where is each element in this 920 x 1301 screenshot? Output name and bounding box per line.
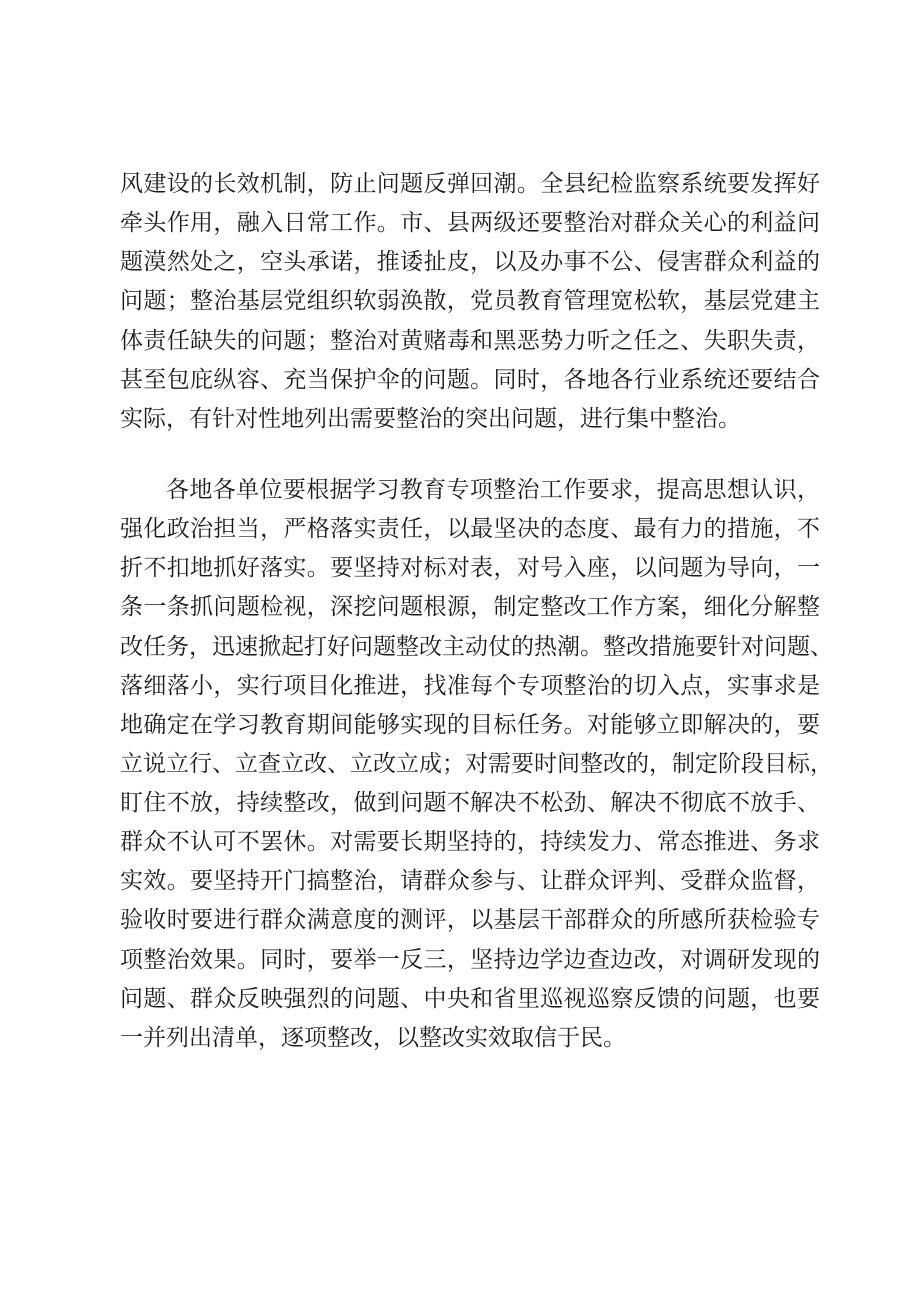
- text-line: 群众不认可不罢休。对需要长期坚持的，持续发力、常态推进、务求: [120, 829, 820, 855]
- text-line: 问题、群众反映强烈的问题、中央和省里巡视巡察反馈的问题，也要: [120, 986, 820, 1012]
- text-line: 体责任缺失的问题；整治对黄赌毒和黑恶势力听之任之、失职失责，: [120, 328, 820, 354]
- text-line: 项整治效果。同时，要举一反三，坚持边学边查边改，对调研发现的: [120, 947, 820, 973]
- text-line: 验收时要进行群众满意度的测评，以基层干部群众的所感所获检验专: [120, 907, 820, 933]
- text-line: 地确定在学习教育期间能够实现的目标任务。对能够立即解决的，要: [120, 712, 820, 738]
- text-line: 问题；整治基层党组织软弱涣散，党员教育管理宽松软，基层党建主: [120, 288, 820, 314]
- text-line: 改任务，迅速掀起打好问题整改主动仗的热潮。整改措施要针对问题、: [120, 634, 833, 660]
- text-line: 折不扣地抓好落实。要坚持对标对表，对号入座，以问题为导向，一: [120, 555, 820, 581]
- text-line: 实际，有针对性地列出需要整治的突出问题，进行集中整治。: [120, 406, 741, 432]
- text-line: 落细落小，实行项目化推进，找准每个专项整治的切入点，实事求是: [120, 673, 820, 699]
- text-line: 题漠然处之，空头承诺，推诿扯皮，以及办事不公、侵害群众利益的: [120, 249, 820, 275]
- text-line: 牵头作用，融入日常工作。市、县两级还要整治对群众关心的利益问: [120, 210, 820, 236]
- paragraph-first-line: 各地各单位要根据学习教育专项整治工作要求，提高思想认识，: [166, 477, 820, 503]
- text-line: 实效。要坚持开门搞整治，请群众参与、让群众评判、受群众监督，: [120, 868, 820, 894]
- text-line: 盯住不放，持续整改，做到问题不解决不松劲、解决不彻底不放手、: [120, 790, 820, 816]
- text-line: 风建设的长效机制，防止问题反弹回潮。全县纪检监察系统要发挥好: [120, 171, 820, 197]
- text-line: 强化政治担当，严格落实责任，以最坚决的态度、最有力的措施，不: [120, 516, 820, 542]
- text-line: 立说立行、立查立改、立改立成；对需要时间整改的，制定阶段目标，: [120, 751, 833, 777]
- text-line: 一并列出清单，逐项整改，以整改实效取信于民。: [120, 1025, 626, 1051]
- text-line: 甚至包庇纵容、充当保护伞的问题。同时，各地各行业系统还要结合: [120, 367, 820, 393]
- text-line: 条一条抓问题检视，深挖问题根源，制定整改工作方案，细化分解整: [120, 594, 820, 620]
